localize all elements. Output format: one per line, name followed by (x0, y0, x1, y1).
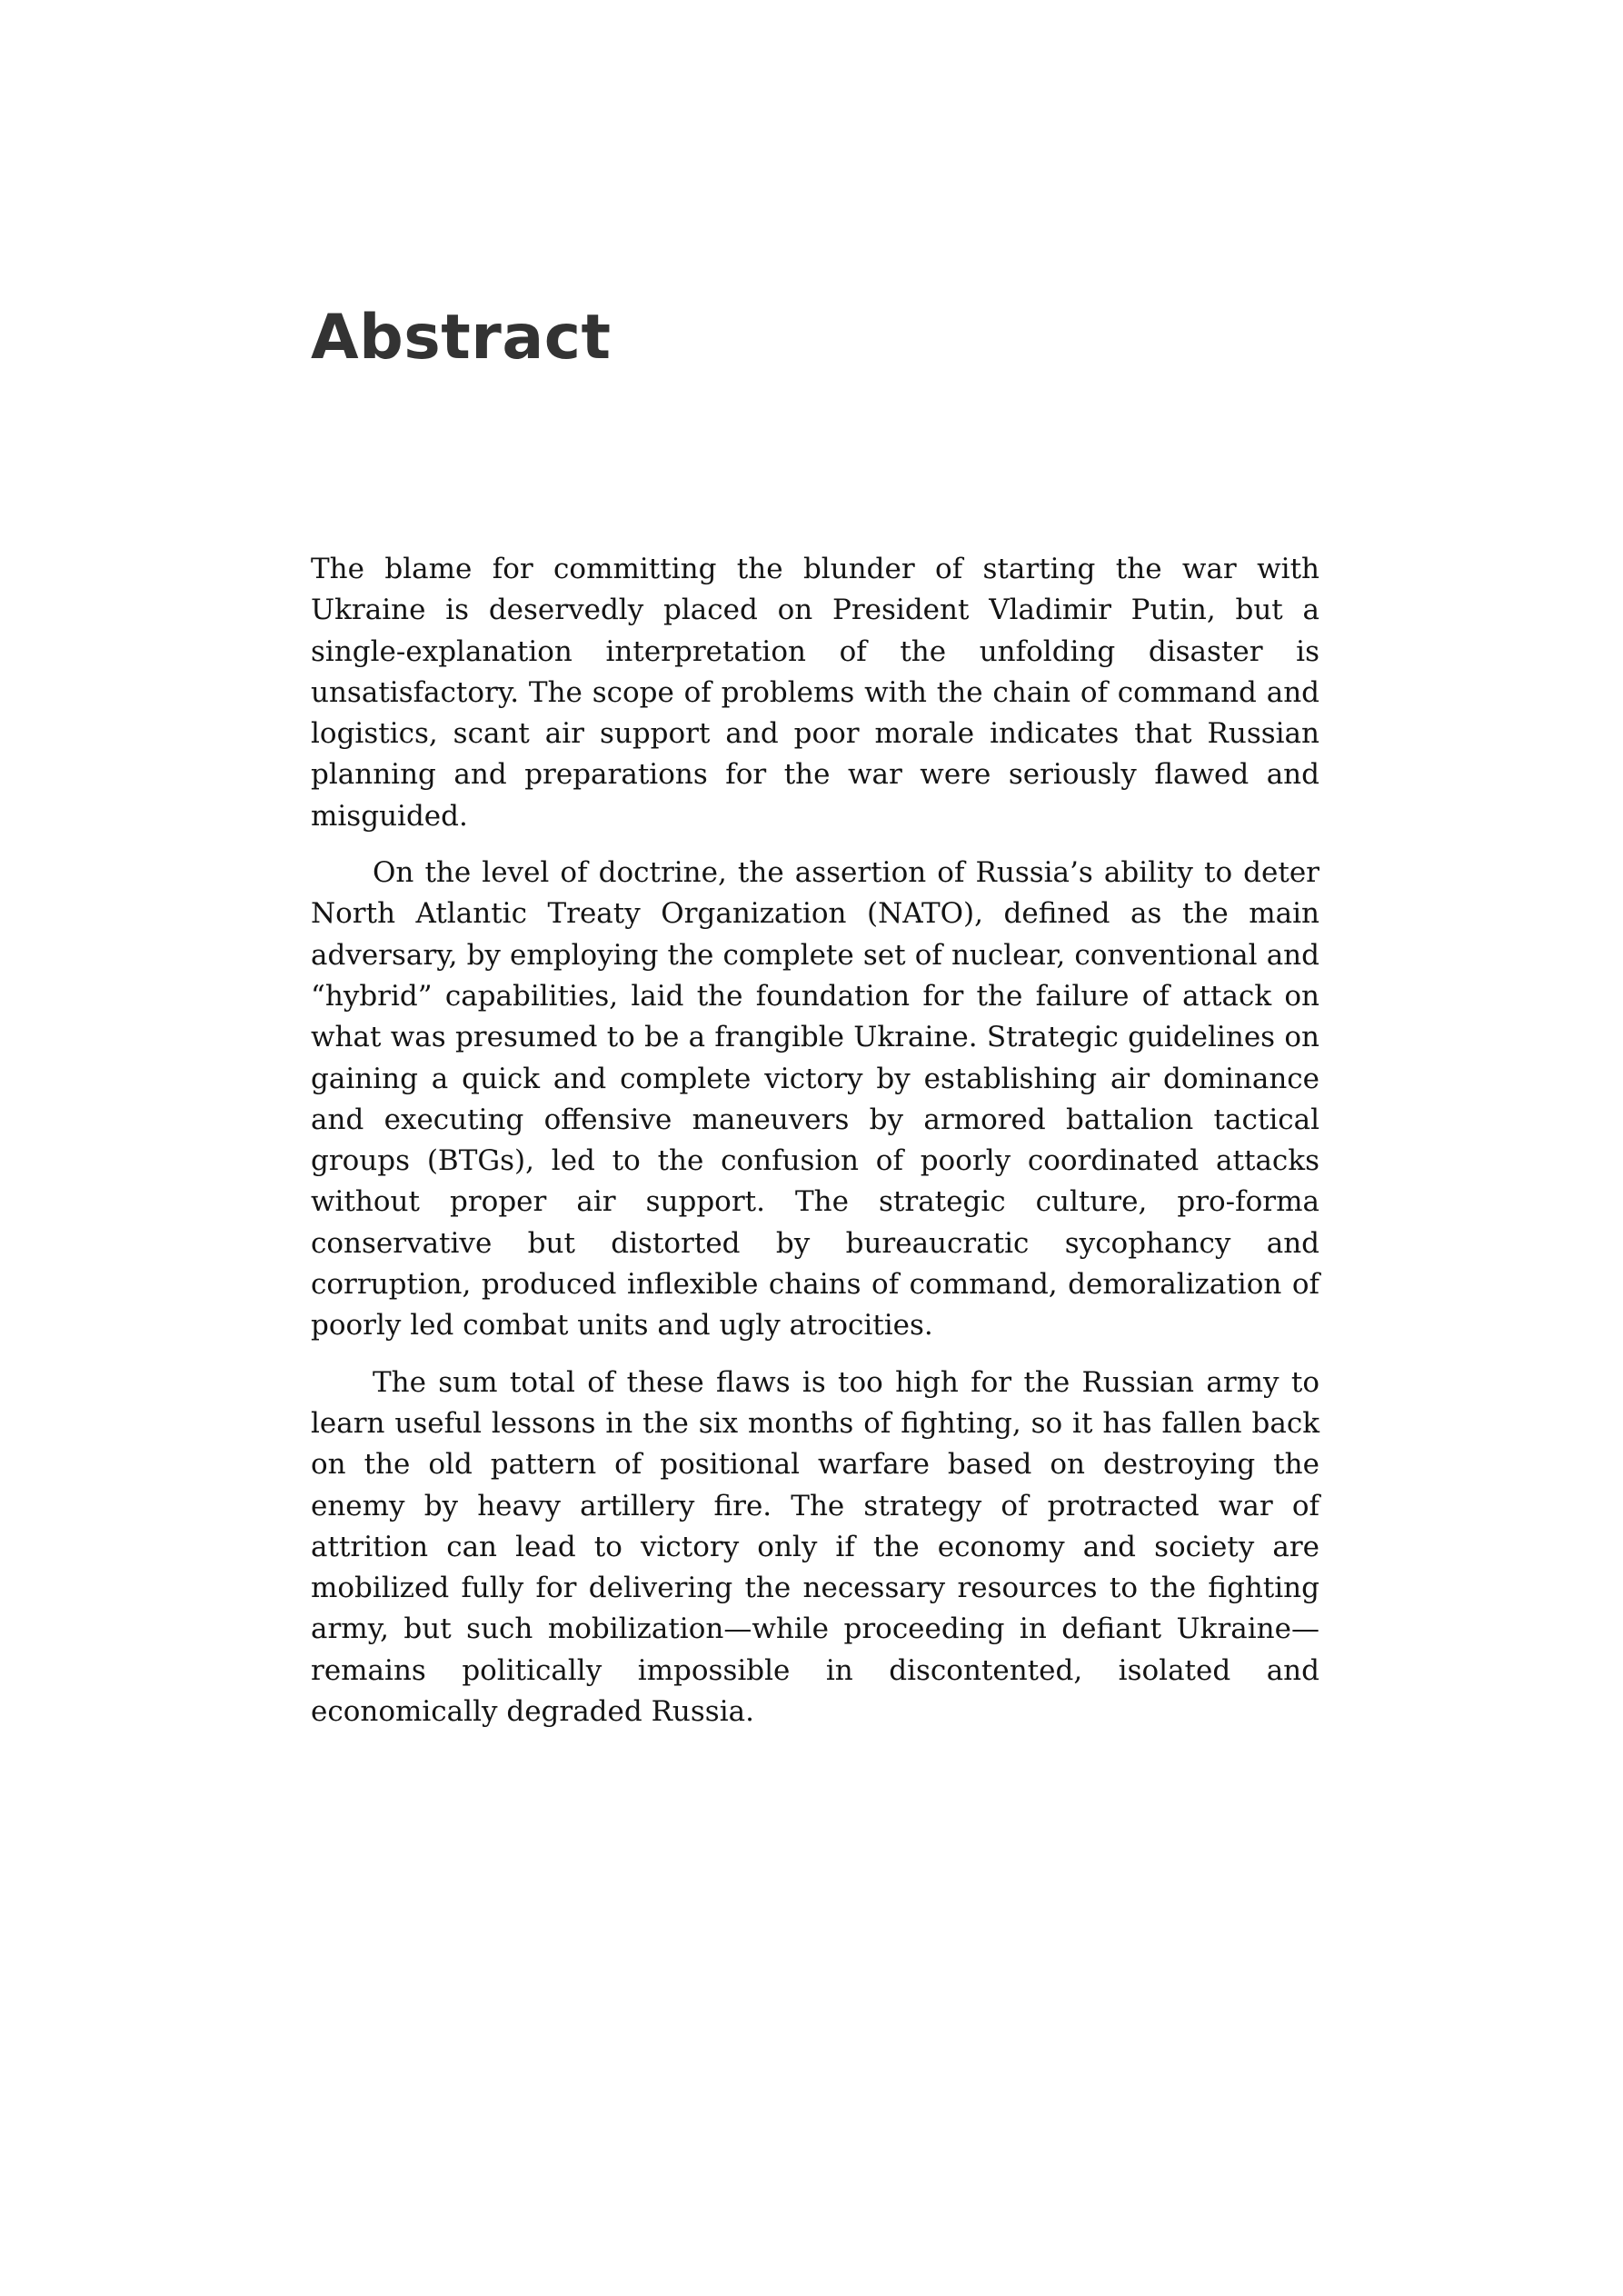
page-heading: Abstract (311, 302, 612, 374)
paragraph-3: The sum total of these flaws is too high for the Russian army to learn useful lessons in the six months of fighting, so it has fallen back on the old pattern of positional warfare based on destroying the enemy by heavy artillery fire. The strategy of protracted war of attrition can lead to victory only if the economy and society are mobilized fully for delivering the necessary resources to the fighting army, but such mobilization—while proceeding in defiant Ukraine—remains politically impossible in discontented, isolated and economically degraded Russia. (311, 1365, 1319, 1729)
abstract-body (311, 549, 1319, 1748)
paragraph-1: The blame for committing the blunder of starting the war with Ukraine is deservedly placed on President Vladimir Putin, but a single-explanation interpretation of the unfolding disaster is unsatisfactory. The scope of problems with the chain of command and logistics, scant air support and poor morale indicates that Russian planning and preparations for the war were seriously flawed and misguided. (311, 553, 1319, 833)
paragraph-2: On the level of doctrine, the assertion of Russia’s ability to deter North Atlantic Treaty Organization (NATO), defined as the main adversary, by employing the complete set of nuclear, conventional and “hybrid” capabilities, laid the foundation for the failure of attack on what was presumed to be a frangible Ukraine. Strategic guidelines on gaining a quick and complete victory by establishing air dominance and executing offensive maneuvers by armored battalion tactical groups (BTGs), led to the confusion of poorly coordinated attacks without proper air support. The strategic culture, pro-forma conservative but distorted by bureaucratic sycophancy and corruption, produced inflexible chains of command, demoralization of poorly led combat units and ugly atrocities. (311, 856, 1319, 1343)
